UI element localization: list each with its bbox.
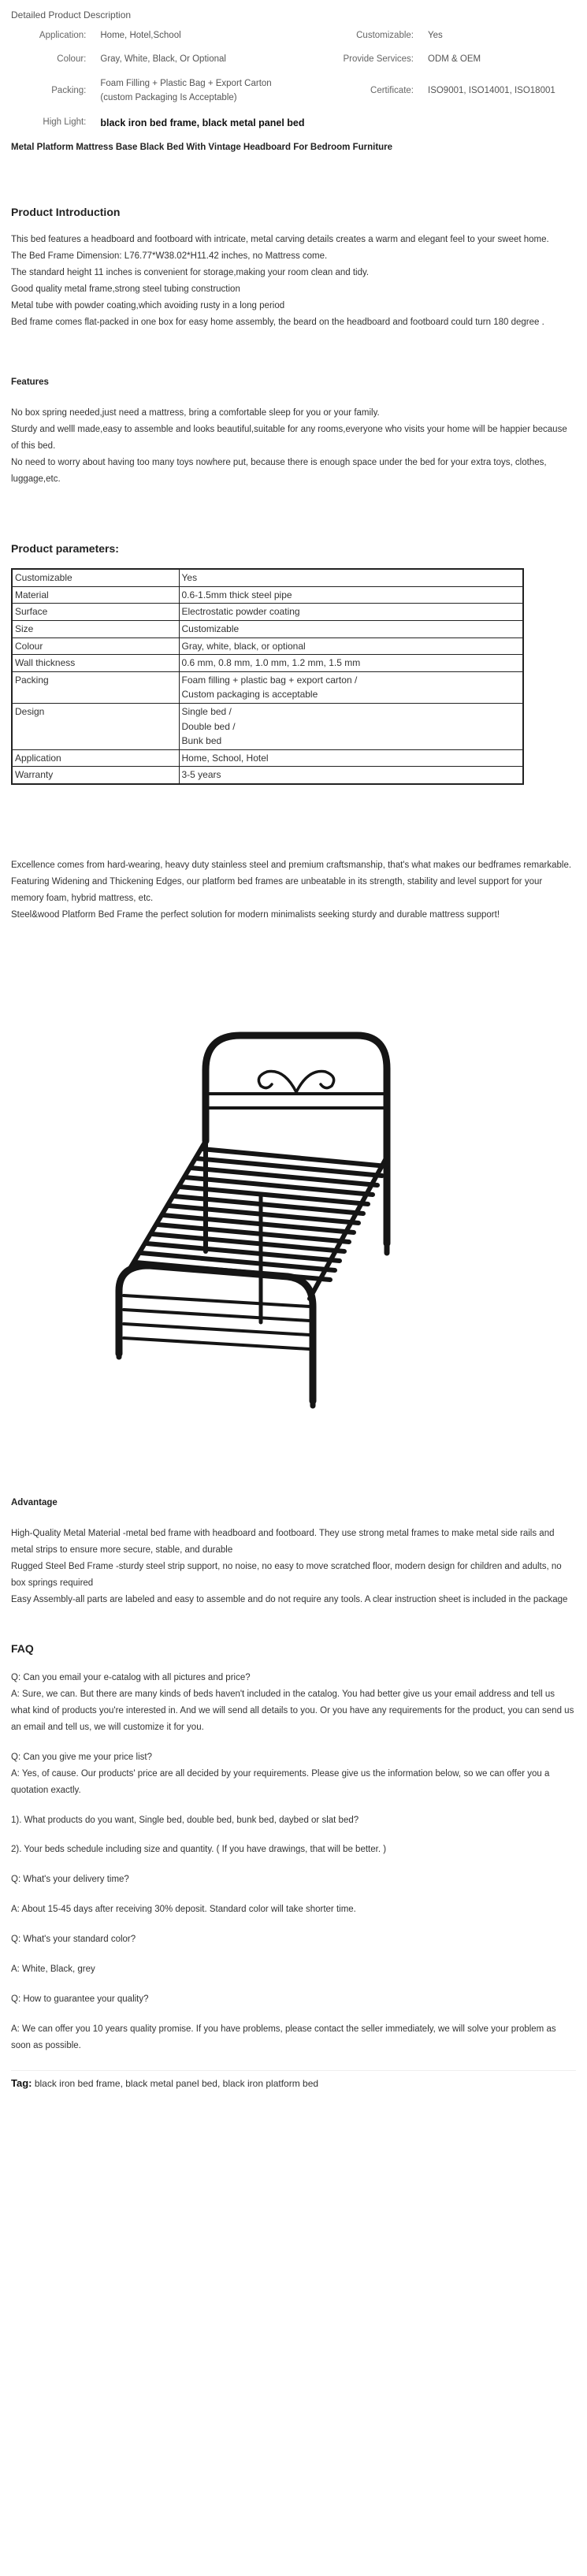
faq-question: Q: What's your delivery time? [11, 1875, 129, 1885]
quick-spec-table [11, 24, 563, 136]
spec-key: Colour: [57, 54, 87, 65]
param-value: 0.6-1.5mm thick steel pipe [179, 586, 523, 604]
param-value-line: Foam filling + plastic bag + export carton / [181, 674, 358, 686]
param-row [12, 704, 523, 750]
intro-line: The standard height 11 inches is convenient for storage,making your room clean and tidy. [11, 268, 370, 278]
features-title: Features [11, 377, 49, 387]
faq-answer: A: We can offer you 10 years quality promise. If you have problems, please contact the seller immediately, we will solve your problem as soon as possible. [11, 2024, 556, 2050]
intro-line: Metal tube with powder coating,which avoiding rusty in a long period [11, 301, 285, 311]
param-row [12, 604, 523, 621]
promo-line: Excellence comes from hard-wearing, heavy duty stainless steel and premium craftsmanship, that's what makes our bedframes remarkable. [11, 860, 572, 870]
param-row [12, 621, 523, 638]
faq-answer: A: Yes, of cause. Our products' price are all decided by your requirements. Please give us the information below, so we can offer you a quotation exactly. [11, 1768, 550, 1795]
spec-value: ODM & OEM [428, 54, 481, 65]
param-row [12, 671, 523, 703]
features-text [11, 405, 576, 488]
param-value-line: Custom packaging is acceptable [181, 689, 318, 701]
feature-line: No need to worry about having too many toys nowhere put, because there is enough space under the bed for your extra toys, clothes, luggage,etc. [11, 458, 547, 484]
tag-bar: Tag: black iron bed frame, black metal panel bed, black iron platform bed [11, 2070, 576, 2092]
advantage-line: Rugged Steel Bed Frame -sturdy steel strip support, no noise, no easy to move scratched floor, modern design for children and adults, no box springs required [11, 1561, 562, 1588]
bed-product-image [73, 960, 515, 1464]
param-row [12, 655, 523, 672]
param-key: Warranty [12, 767, 179, 784]
intro-text [11, 232, 576, 331]
param-row [12, 569, 523, 586]
quick-spec-row [11, 72, 563, 110]
advantage-title: Advantage [11, 1497, 58, 1507]
param-value [179, 704, 523, 750]
promo-line: Steel&wood Platform Bed Frame the perfect solution for modern minimalists seeking sturdy and durable mattress support! [11, 909, 500, 920]
param-row [12, 586, 523, 604]
param-value-line: Bunk bed [181, 735, 222, 747]
faq-title: FAQ [11, 1641, 34, 1655]
spec-value: Gray, White, Black, Or Optional [100, 54, 226, 65]
param-key: Size [12, 621, 179, 638]
advantage-line: Easy Assembly-all parts are labeled and easy to assemble and do not require any tools. A clear instruction sheet is included in the package [11, 1594, 568, 1604]
param-key: Surface [12, 604, 179, 621]
tag-link[interactable]: black iron platform bed [222, 2077, 319, 2089]
spec-value: ISO9001, ISO14001, ISO18001 [428, 85, 555, 95]
param-key: Wall thickness [12, 655, 179, 672]
faq-question: Q: How to guarantee your quality? [11, 1994, 149, 2005]
advantage-text [11, 1526, 576, 1608]
spec-key: Application: [39, 31, 87, 40]
param-key: Application [12, 749, 179, 767]
faq-line: 1). What products do you want, Single bed, double bed, bunk bed, daybed or slat bed? [11, 1815, 359, 1825]
intro-line: Good quality metal frame,strong steel tubing construction [11, 284, 240, 295]
param-value: Gray, white, black, or optional [179, 637, 523, 655]
tag-label: Tag: [11, 2076, 32, 2089]
tag-link[interactable]: black metal panel bed [125, 2077, 217, 2089]
param-value-line: Single bed / [181, 706, 232, 718]
promo-text [11, 857, 576, 924]
param-value: Electrostatic powder coating [179, 604, 523, 621]
high-light-row [11, 110, 563, 136]
param-row [12, 767, 523, 784]
param-key: Material [12, 586, 179, 604]
faq-answer: A: White, Black, grey [11, 1965, 95, 1975]
intro-line: This bed features a headboard and footboard with intricate, metal carving details creates a warm and elegant feel to your sweet home. [11, 235, 549, 245]
quick-spec-row [11, 24, 563, 47]
param-value: 3-5 years [179, 767, 523, 784]
spec-key: Packing: [51, 85, 87, 95]
param-row [12, 749, 523, 767]
param-value: Home, School, Hotel [179, 749, 523, 767]
param-key: Colour [12, 637, 179, 655]
param-value-line: Double bed / [181, 720, 236, 732]
param-value [179, 671, 523, 703]
feature-line: Sturdy and welll made,easy to assemble and looks beautiful,suitable for any rooms,everyone who visits your home will be happier because of this bed. [11, 425, 567, 452]
quick-spec-row [11, 47, 563, 71]
faq-answer: A: About 15-45 days after receiving 30% deposit. Standard color will take shorter time. [11, 1905, 356, 1915]
detail-header: Detailed Product Description [11, 9, 132, 20]
product-headline: Metal Platform Mattress Base Black Bed With Vintage Headboard For Bedroom Furniture [11, 142, 393, 152]
spec-key: High Light: [43, 117, 87, 128]
param-value: 0.6 mm, 0.8 mm, 1.0 mm, 1.2 mm, 1.5 mm [179, 655, 523, 672]
spec-key: Customizable: [356, 31, 414, 40]
spec-value: Home, Hotel,School [100, 31, 181, 40]
param-key: Customizable [12, 569, 179, 586]
parameters-title: Product parameters: [11, 541, 119, 555]
tag-link[interactable]: black iron bed frame [34, 2077, 121, 2089]
feature-line: No box spring needed,just need a mattress, bring a comfortable sleep for you or your family. [11, 408, 380, 418]
advantage-line: High-Quality Metal Material -metal bed frame with headboard and footboard. They use strong metal frames to make metal side rails and metal strips to ensure more secure, stable, and durable [11, 1529, 555, 1555]
param-key: Packing [12, 671, 179, 703]
high-light-value: black iron bed frame, black metal panel bed [100, 117, 305, 128]
intro-line: The Bed Frame Dimension: L76.77*W38.02*H11.42 inches, no Mattress come. [11, 251, 328, 262]
param-value: Customizable [179, 621, 523, 638]
spec-key: Provide Services: [343, 54, 414, 65]
faq-question: Q: What's your standard color? [11, 1935, 136, 1945]
intro-line: Bed frame comes flat-packed in one box for easy home assembly, the beard on the headboard and footboard could turn 180 degree . [11, 317, 544, 327]
faq-list [11, 1670, 576, 2054]
faq-line: 2). Your beds schedule including size and quantity. ( If you have drawings, that will be better. ) [11, 1845, 387, 1855]
intro-title: Product Introduction [11, 205, 121, 218]
spec-value: Yes [428, 31, 443, 40]
promo-line: Featuring Widening and Thickening Edges, our platform bed frames are unbeatable in its strength, stability and level support for your memory foam, hybrid mattress, etc. [11, 876, 543, 903]
parameters-table [11, 568, 524, 785]
faq-question: Q: Can you email your e-catalog with all pictures and price? [11, 1673, 251, 1683]
param-key: Design [12, 704, 179, 750]
spec-key: Certificate: [370, 85, 414, 95]
faq-answer: A: Sure, we can. But there are many kinds of beds haven't included in the catalog. You had better give us your email address and tell us what kind of products you're interested in. And we will send all details to you. Or you have any requirements for the product, you can send us an email and tell us, we will customize it for you. [11, 1689, 574, 1732]
param-row [12, 637, 523, 655]
faq-question: Q: Can you give me your price list? [11, 1752, 152, 1762]
spec-value: Foam Filling + Plastic Bag + Export Carton (custom Packaging Is Acceptable) [100, 78, 272, 103]
param-value: Yes [179, 569, 523, 586]
